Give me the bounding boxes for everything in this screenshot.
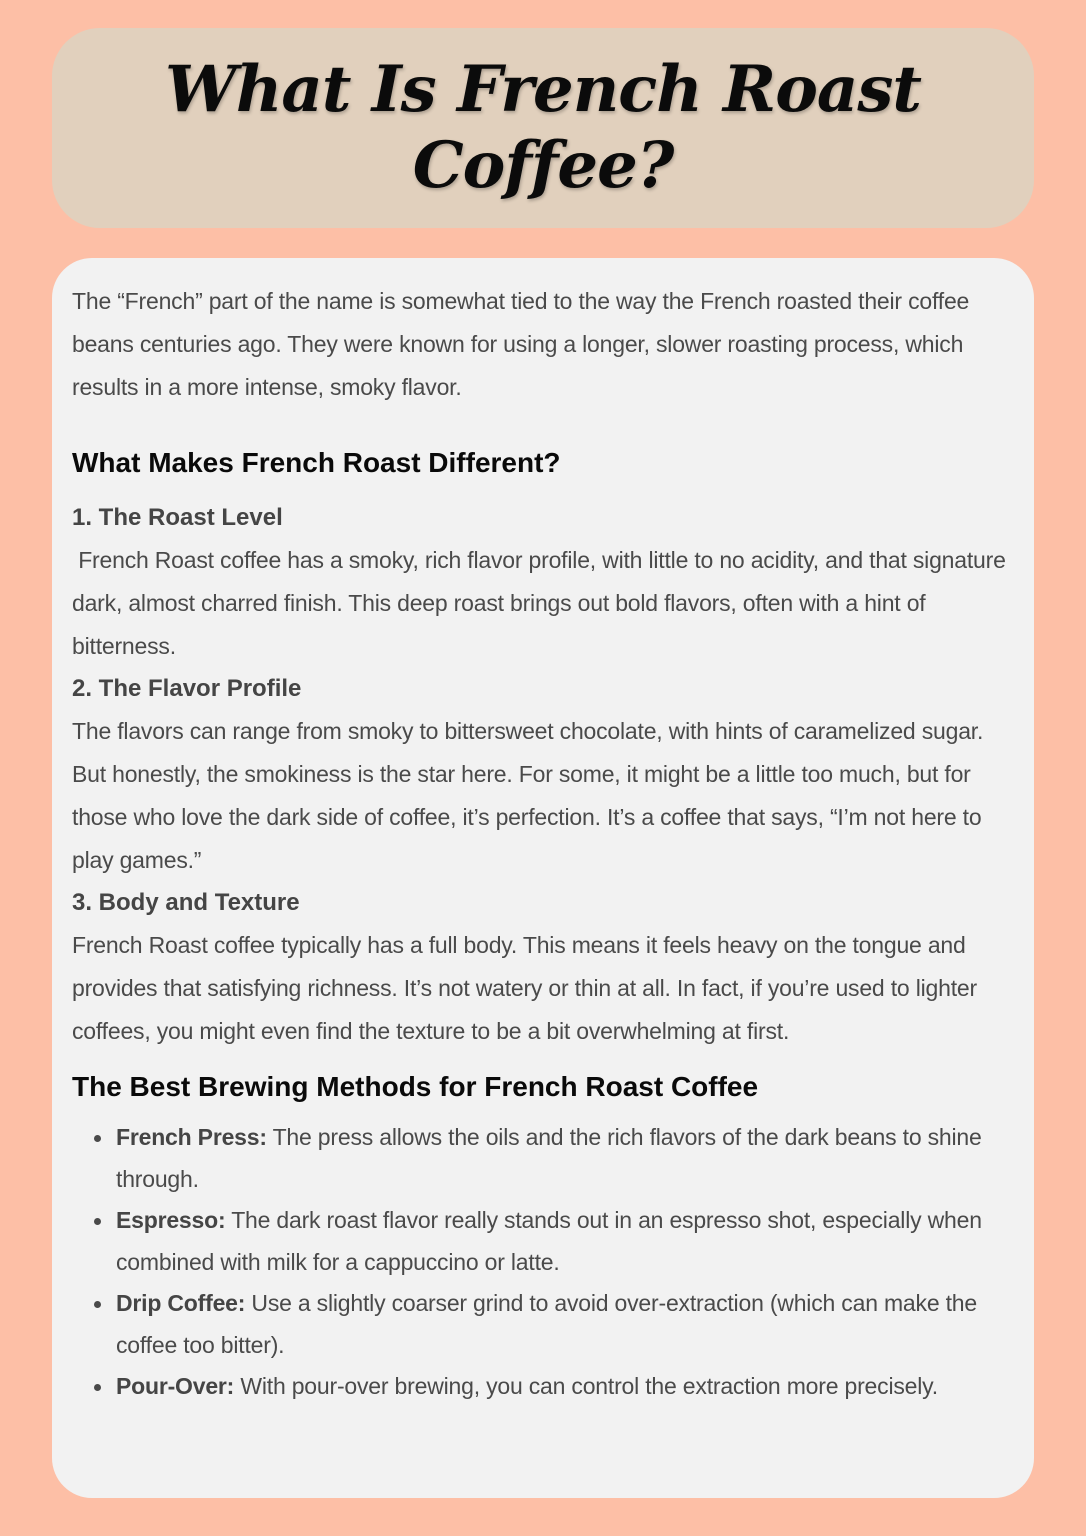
method-label: French Press: — [116, 1124, 267, 1150]
method-description: The dark roast flavor really stands out in an espresso shot, especially when combined with milk for a cappuccino or latte. — [116, 1207, 982, 1275]
section-heading-differences: What Makes French Roast Different? — [72, 447, 561, 478]
content-card — [52, 258, 1034, 1498]
list-item-pour-over — [116, 1366, 1014, 1408]
roast-level-paragraph: French Roast coffee has a smoky, rich flavor profile, with little to no acidity, and that signature dark, almost charred finish. This deep roast brings out bold flavors, often with a hint of bitterness. — [72, 547, 1012, 659]
subheading-body-texture: 3. Body and Texture — [72, 889, 300, 916]
body-texture-paragraph: French Roast coffee typically has a full body. This means it feels heavy on the tongue and provides that satisfying richness. It’s not watery or thin at all. In fact, if you’re used to lighter coffees, you might even find the texture to be a bit overwhelming at first. — [72, 932, 977, 1044]
list-item-espresso — [116, 1200, 1014, 1283]
list-item-french-press — [116, 1117, 1014, 1200]
section-heading-brewing-methods: The Best Brewing Methods for French Roast Coffee — [72, 1071, 759, 1102]
flavor-profile-paragraph: The flavors can range from smoky to bittersweet chocolate, with hints of caramelized sugar. But honestly, the smokiness is the star here. For some, it might be a little too much, but for those who love the dark side of coffee, it’s perfection. It’s a coffee that says, “I’m not here to play games.” — [72, 718, 984, 873]
subheading-roast-level: 1. The Roast Level — [72, 504, 283, 531]
title-card — [52, 28, 1034, 228]
brewing-methods-list — [72, 1117, 1014, 1408]
method-description: The press allows the oils and the rich flavors of the dark beans to shine through. — [116, 1124, 982, 1192]
method-label: Espresso: — [116, 1207, 226, 1233]
method-label: Pour-Over: — [116, 1373, 235, 1399]
intro-paragraph: The “French” part of the name is somewhat tied to the way the French roasted their coffee beans centuries ago. They were known for using a longer, slower roasting process, which results in a more intense, smoky flavor. — [72, 288, 970, 400]
method-description: Use a slightly coarser grind to avoid over-extraction (which can make the coffee too bitter). — [116, 1290, 977, 1358]
method-label: Drip Coffee: — [116, 1290, 246, 1316]
page-title: What Is French Roast Coffee? — [165, 52, 921, 203]
list-item-drip-coffee — [116, 1283, 1014, 1366]
subheading-flavor-profile: 2. The Flavor Profile — [72, 675, 302, 702]
method-description: With pour-over brewing, you can control the extraction more precisely. — [234, 1373, 938, 1399]
